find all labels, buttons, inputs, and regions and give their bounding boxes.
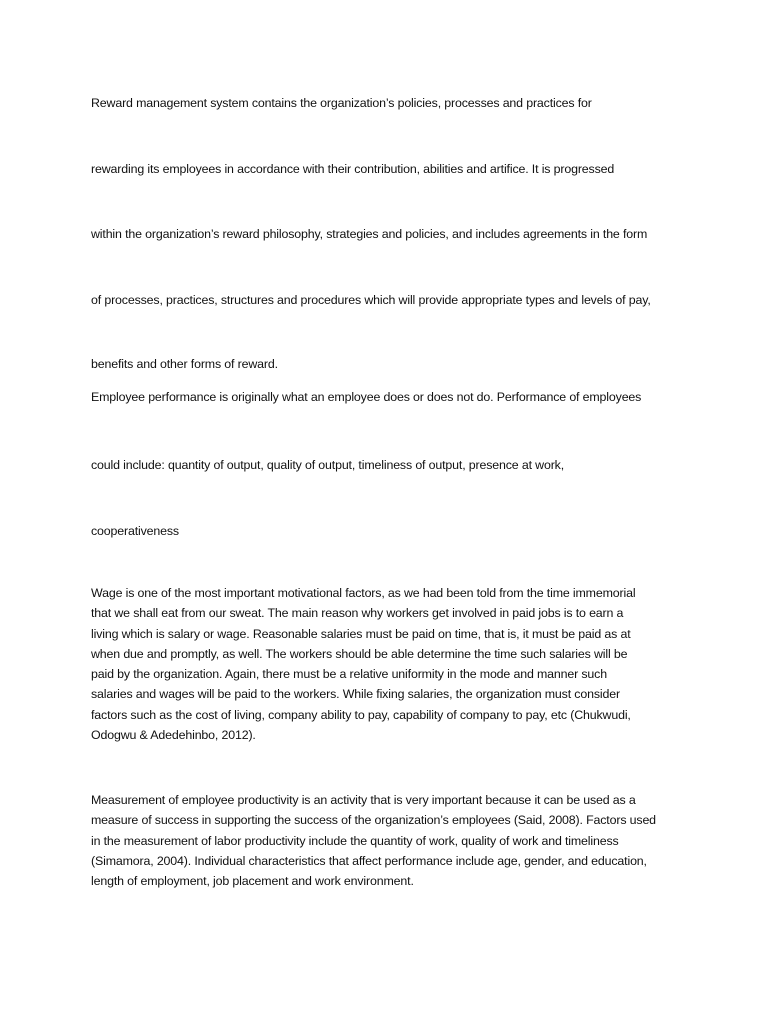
paragraph-line: paid by the organization. Again, there must be a relative uniformity in the mode and manner such	[91, 667, 607, 682]
paragraph-line: Odogwu & Adedehinbo, 2012).	[91, 728, 256, 743]
paragraph-line: measure of success in supporting the success of the organization’s employees (Said, 2008). Factors used	[91, 813, 656, 828]
text-line: could include: quantity of output, quality of output, timeliness of output, presence at work,	[91, 458, 565, 472]
paragraph-line: Wage is one of the most important motivational factors, as we had been told from the time immemorial	[91, 586, 636, 600]
text-line: benefits and other forms of reward.	[91, 357, 278, 371]
text-line: cooperativeness	[91, 524, 179, 538]
paragraph-line: length of employment, job placement and work environment.	[91, 874, 414, 889]
text-line: rewarding its employees in accordance with their contribution, abilities and artifice. It is progressed	[91, 162, 615, 176]
text-line: within the organization’s reward philosophy, strategies and policies, and includes agreements in the form	[91, 227, 648, 241]
paragraph-line: salaries and wages will be paid to the workers. While fixing salaries, the organization must consider	[91, 687, 620, 702]
paragraph-wage	[91, 583, 691, 745]
paragraph-line: (Simamora, 2004). Individual characteristics that affect performance include age, gender, and education,	[91, 853, 647, 868]
paragraph-line: in the measurement of labor productivity include the quantity of work, quality of work and timeliness	[91, 833, 619, 848]
paragraph-line: factors such as the cost of living, company ability to pay, capability of company to pay, etc (Chukwudi,	[91, 707, 631, 722]
text-line: of processes, practices, structures and procedures which will provide appropriate types and levels of pay,	[91, 293, 651, 307]
paragraph-line: when due and promptly, as well. The workers should be able determine the time such salaries will be	[91, 646, 628, 661]
text-line: Reward management system contains the organization’s policies, processes and practices for	[91, 96, 592, 110]
paragraph-productivity	[91, 790, 691, 891]
paragraph-line: Measurement of employee productivity is an activity that is very important because it can be used as a	[91, 793, 636, 807]
text-line: Employee performance is originally what an employee does or does not do. Performance of employees	[91, 390, 642, 404]
paragraph-line: living which is salary or wage. Reasonable salaries must be paid on time, that is, it must be paid as at	[91, 626, 631, 641]
paragraph-line: that we shall eat from our sweat. The main reason why workers get involved in paid jobs is to earn a	[91, 606, 624, 621]
